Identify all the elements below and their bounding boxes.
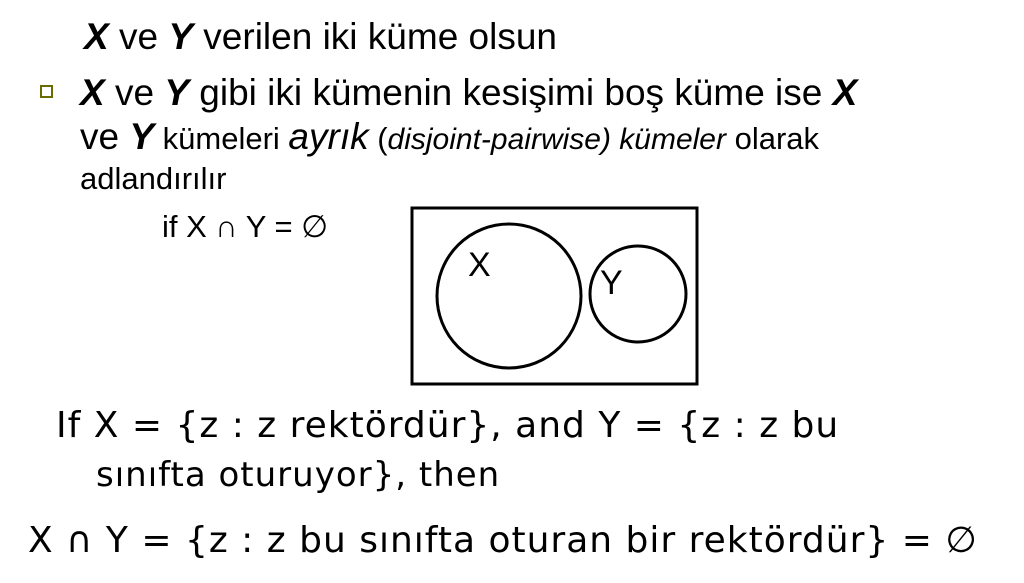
bullet-text: gibi iki kümenin kesişimi boş küme ise — [189, 72, 833, 113]
conjunction-text: ve — [108, 16, 169, 57]
set-y-symbol: Y — [164, 72, 190, 113]
set-y-symbol: Y — [168, 16, 194, 57]
conjunction-text: ve — [80, 116, 130, 157]
term-disjoint: disjoint-pairwise) kümeler — [387, 123, 726, 156]
universe-rectangle — [412, 208, 697, 384]
set-y-label: Y — [600, 264, 623, 302]
example-line-2: sınıfta oturuyor}, then — [96, 455, 501, 495]
bullet-text: olarak — [725, 121, 820, 156]
result-line: X ∩ Y = {z : z bu sınıfta oturan bir rektördür} = ∅ — [28, 520, 978, 561]
venn-diagram — [410, 206, 700, 388]
conjunction-text: ve — [104, 72, 165, 113]
set-x-symbol: X — [832, 72, 858, 113]
bullet-line-3 — [80, 163, 226, 194]
bullet-line-2 — [80, 118, 819, 155]
set-x-label: X — [468, 246, 491, 284]
definition-text: verilen iki küme olsun — [193, 16, 557, 57]
set-x-symbol: X — [80, 72, 105, 113]
bullet-text: kümeleri — [154, 121, 289, 156]
intersection-condition: if X ∩ Y = ∅ — [162, 209, 329, 244]
bullet-line-1 — [80, 74, 857, 111]
bullet-text: adlandırılır — [80, 161, 227, 196]
set-x-circle — [437, 224, 581, 368]
set-x-symbol: X — [84, 16, 109, 57]
definition-line — [84, 18, 557, 55]
example-line-1: If X = {z : z rektördür}, and Y = {z : z bu — [56, 405, 840, 446]
square-bullet-icon — [40, 85, 53, 98]
term-ayrik: ayrık — [288, 116, 369, 157]
paren-open: ( — [368, 121, 388, 156]
set-y-symbol: Y — [129, 116, 155, 157]
